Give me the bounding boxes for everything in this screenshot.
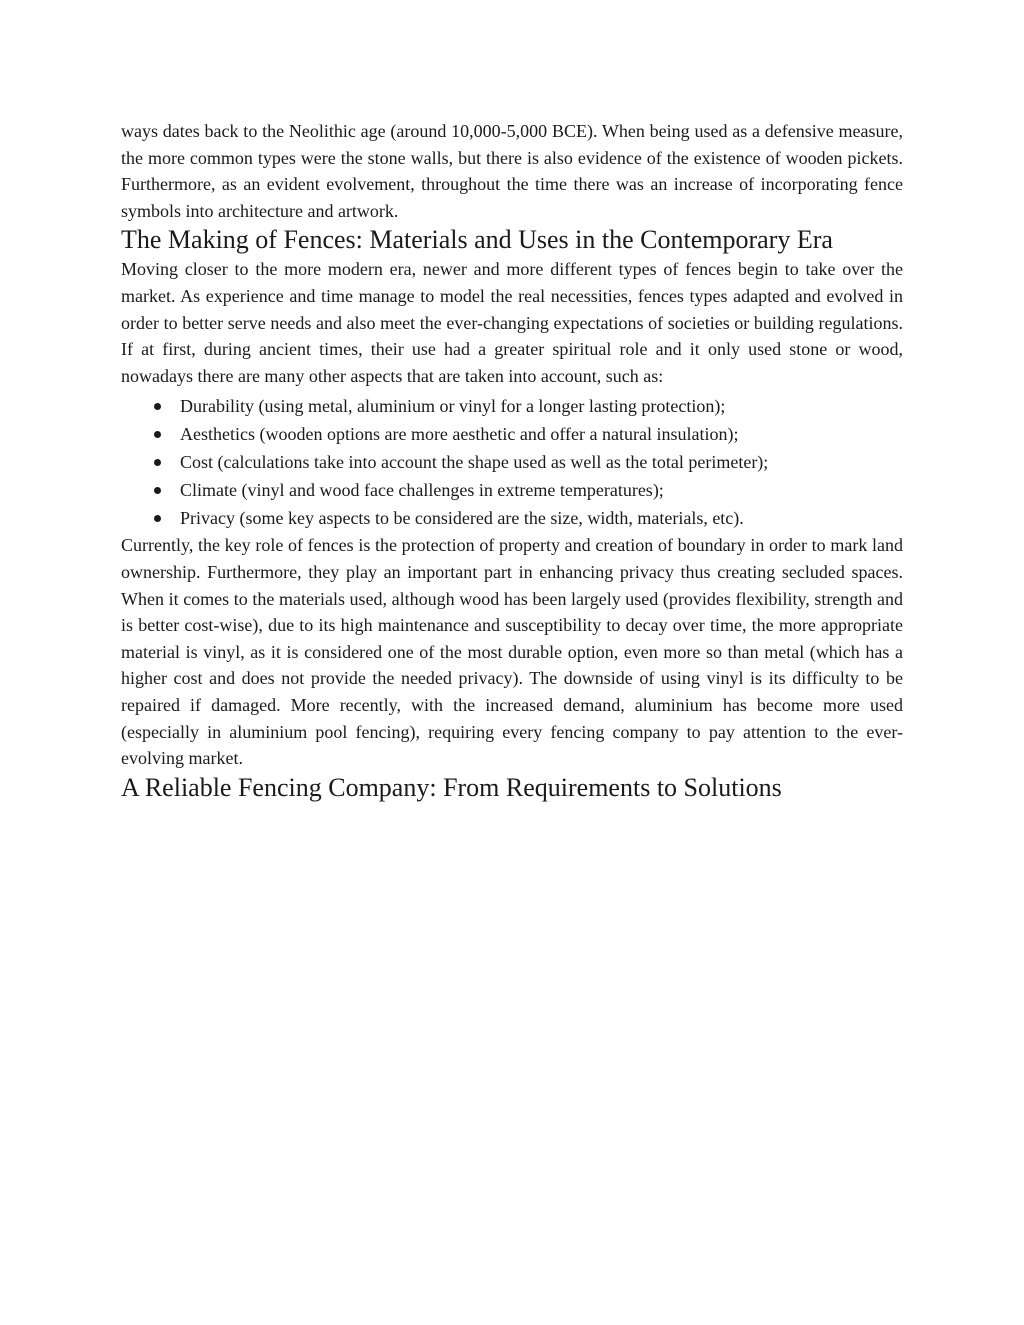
section-heading-materials-uses: The Making of Fences: Materials and Uses in the Contemporary Era (121, 225, 833, 255)
bullet-text: Privacy (some key aspects to be considered are the size, width, materials, etc). (180, 508, 744, 529)
bullet-dot-icon (154, 487, 161, 494)
bullet-item-privacy (121, 504, 903, 532)
current-role-paragraph: Currently, the key role of fences is the protection of property and creation of boundary in order to mark land ownership. Furthermore, they play an important part in enhancing privacy thus creating secluded spaces. When it comes to the materials used, although wood has been largely used (provides flexibility, strength and is better cost-wise), due to its high maintenance and susceptibility to decay over time, the more appropriate material is vinyl, as it is considered one of the most durable option, even more so than metal (which has a higher cost and does not provide the needed privacy). The downside of using vinyl is its difficulty to be repaired if damaged. More recently, with the increased demand, aluminium has become more used (especially in aluminium pool fencing), requiring every fencing company to pay attention to the ever-evolving market. (121, 535, 903, 769)
bullet-dot-icon (154, 459, 161, 466)
intro-paragraph: ways dates back to the Neolithic age (around 10,000-5,000 BCE). When being used as a defensive measure, the more common types were the stone walls, but there is also evidence of the existence of wooden pickets. Furthermore, as an evident evolvement, throughout the time there was an increase of incorporating fence symbols into architecture and artwork. (121, 121, 903, 221)
bullet-dot-icon (154, 515, 161, 522)
bullet-dot-icon (154, 403, 161, 410)
bullet-text: Aesthetics (wooden options are more aesthetic and offer a natural insulation); (180, 424, 739, 445)
bullet-text: Climate (vinyl and wood face challenges in extreme temperatures); (180, 480, 664, 501)
aspects-bullet-list (121, 392, 903, 532)
bullet-item-durability (121, 392, 903, 420)
bullet-item-cost (121, 448, 903, 476)
bullet-dot-icon (154, 431, 161, 438)
section-heading-reliable-company: A Reliable Fencing Company: From Requirements to Solutions (121, 772, 782, 802)
bullet-text: Durability (using metal, aluminium or vinyl for a longer lasting protection); (180, 396, 726, 417)
modern-era-paragraph: Moving closer to the more modern era, newer and more different types of fences begin to take over the market. As experience and time manage to model the real necessities, fences types adapted and evolved in order to better serve needs and also meet the ever-changing expectations of societies or building regulations. If at first, during ancient times, their use had a greater spiritual role and it only used stone or wood, nowadays there are many other aspects that are taken into account, such as: (121, 259, 903, 386)
document-page (121, 118, 903, 804)
bullet-item-climate (121, 476, 903, 504)
bullet-item-aesthetics (121, 420, 903, 448)
bullet-text: Cost (calculations take into account the shape used as well as the total perimeter); (180, 452, 769, 473)
